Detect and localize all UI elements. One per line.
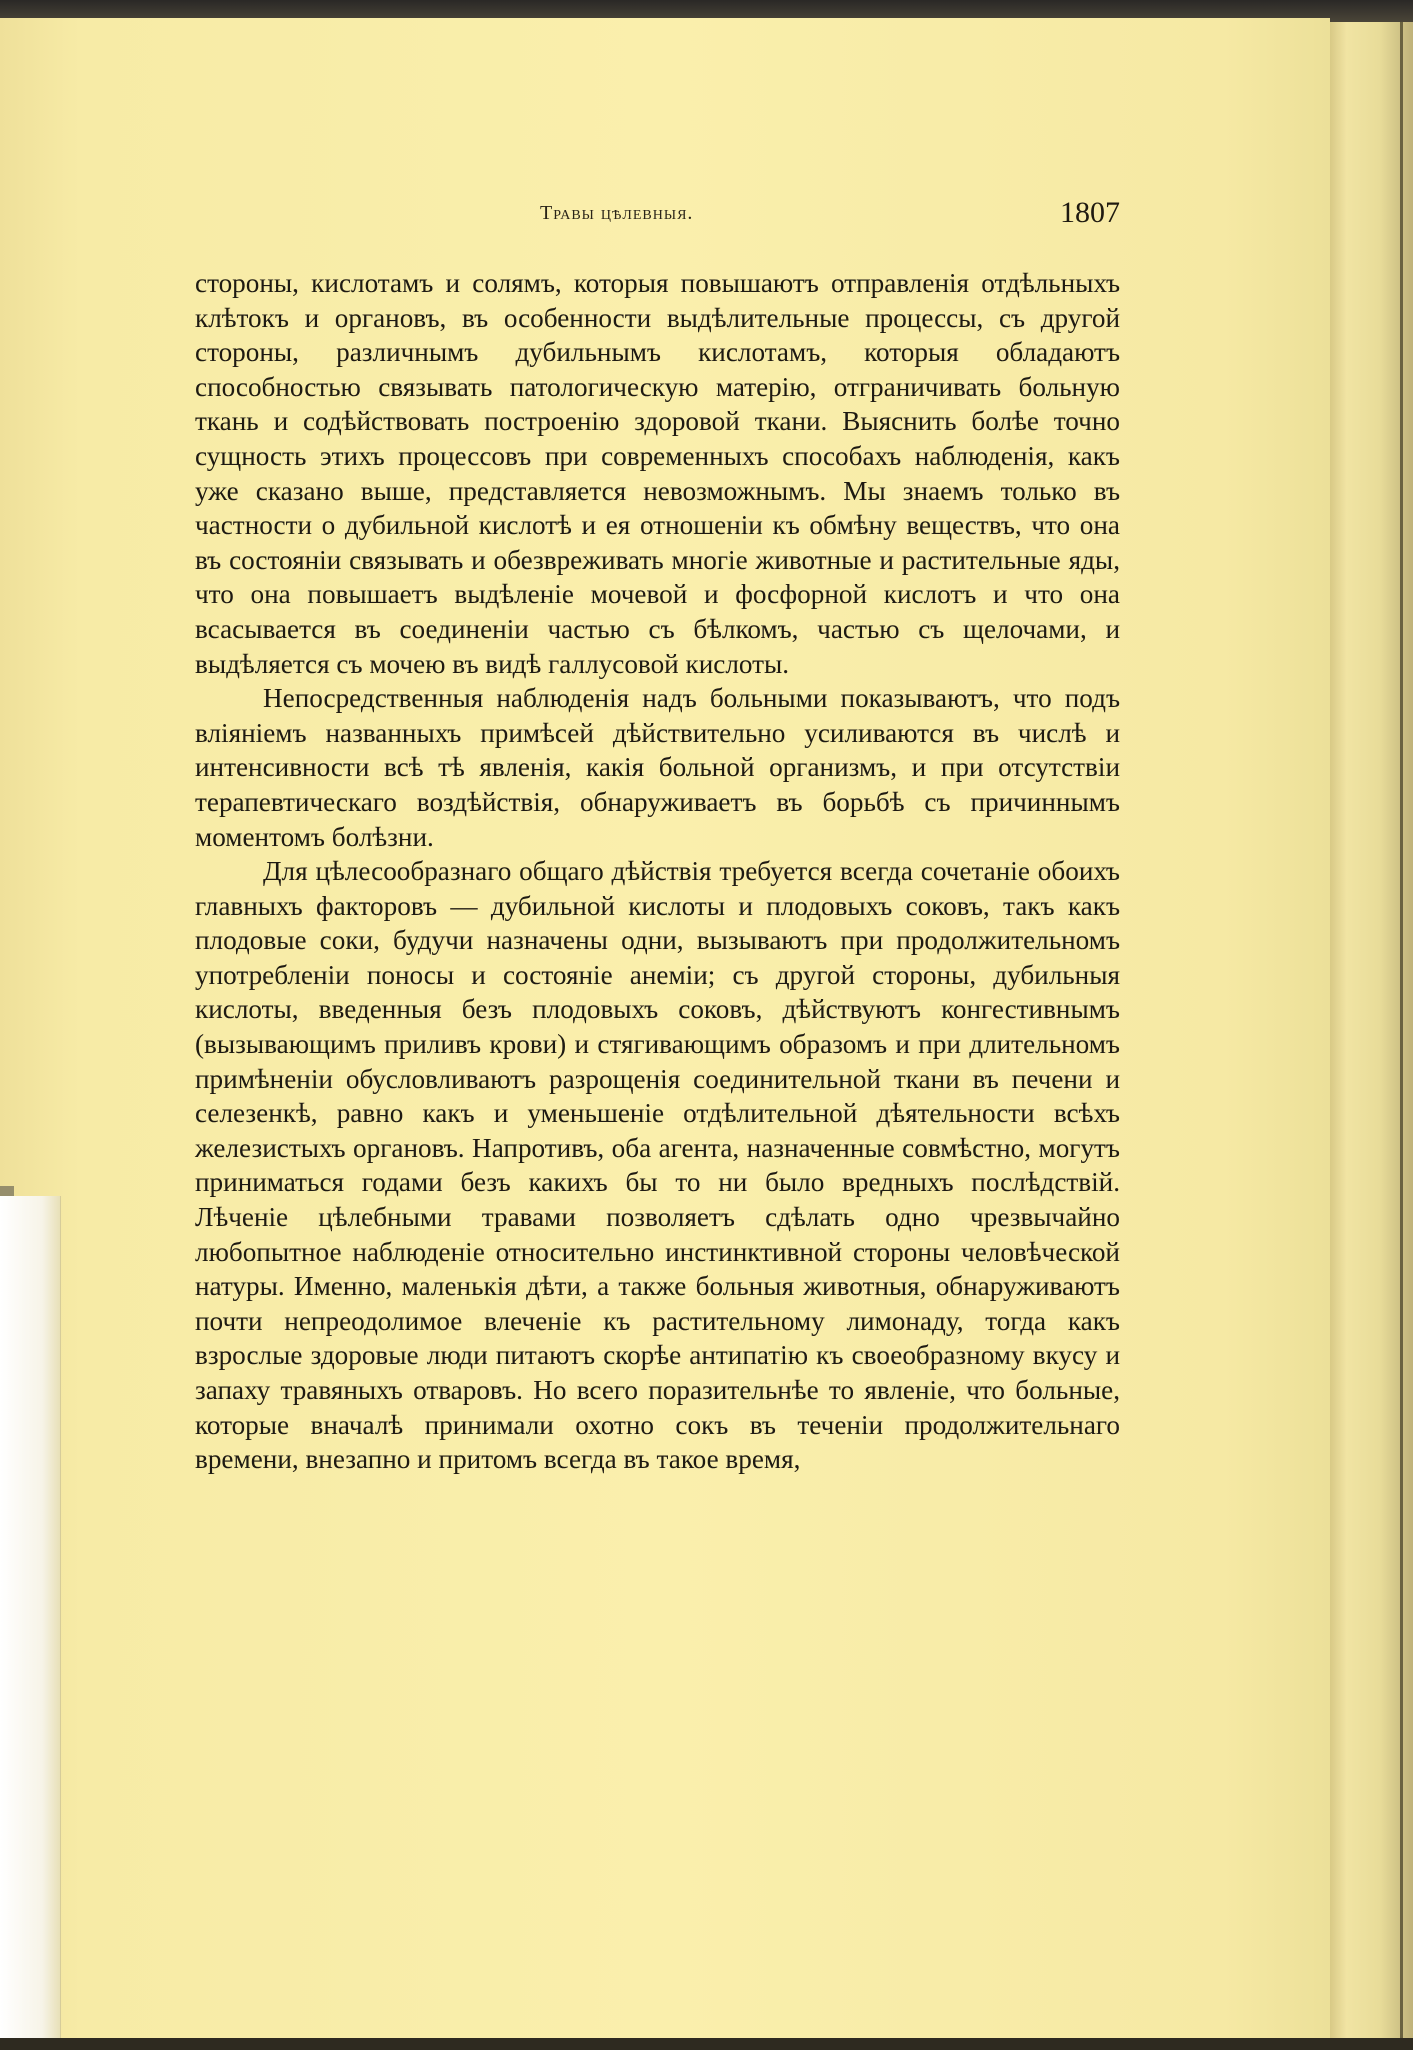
- paper-strip: [0, 1196, 61, 2050]
- running-head: [195, 196, 1120, 236]
- scan-bottom-border: [0, 2038, 1413, 2050]
- paragraph-3: Для цѣлесообразнаго общаго дѣйствія требуется всегда сочетаніе обоихъ главныхъ факторовъ — дубильной кислоты и плодовыхъ соковъ, такъ какъ плодовые соки, будучи назначены одни, вызываютъ при продолжительномъ употребленіи поносы и состояніе анеміи; съ другой стороны, дубильныя кислоты, введенныя безъ плодовыхъ соковъ, дѣйствуютъ конгестивнымъ (вызывающимъ приливъ крови) и стягивающимъ образомъ и при длительномъ примѣненіи обусловливаютъ разрощенія соединительной ткани въ печени и селезенкѣ, равно какъ и уменьшеніе отдѣлительной дѣятельности всѣхъ железистыхъ органовъ. Напротивъ, оба агента, назначенные совмѣстно, могутъ приниматься годами безъ какихъ бы то ни было вредныхъ послѣдствій. Лѣченіе цѣлебными травами позволяетъ сдѣлать одно чрезвычайно любопытное наблюденіе относительно инстинктивной стороны человѣческой натуры. Именно, маленькія дѣти, а также больныя животныя, обнаруживаютъ почти непреодолимое влеченіе къ растительному лимонаду, тогда какъ взрослые здоровые люди питаютъ скорѣе антипатію къ своеобразному вкусу и запаху травяныхъ отваровъ. Но всего поразительнѣе то явленіе, что больные, которые вначалѣ принимали охотно сокъ въ теченіи продолжительнаго времени, внезапно и притомъ всегда въ такое время,: [195, 856, 1120, 1475]
- running-title: Травы цѣлевныя.: [540, 202, 694, 224]
- body-text: [195, 266, 1120, 1477]
- page-right-edge: [1330, 22, 1413, 2050]
- paragraph-2: Непосредственныя наблюденія надъ больными показываютъ, что подъ вліяніемъ названныхъ примѣсей дѣйствительно усиливаются въ числѣ и интенсивности всѣ тѣ явленія, какія больной организмъ, и при отсутствіи терапевтическаго воздѣйствія, обнаруживаетъ въ борьбѣ съ причиннымъ моментомъ болѣзни.: [195, 683, 1120, 852]
- page-number: 1807: [1060, 196, 1120, 229]
- paragraph-1: стороны, кислотамъ и солямъ, которыя повышаютъ отправленія отдѣльныхъ клѣтокъ и органовъ, въ особенности выдѣлительные процессы, съ другой стороны, различнымъ дубильнымъ кислотамъ, которыя обладаютъ способностью связывать патологическую матерію, отграничивать больную ткань и содѣйствовать построенію здоровой ткани. Выяснить болѣе точно сущность этихъ процессовъ при современныхъ способахъ наблюденія, какъ уже сказано выше, представляется невозможнымъ. Мы знаемъ только въ частности о дубильной кислотѣ и ея отношеніи къ обмѣну веществъ, что она въ состояніи связывать и обезвреживать многіе животные и растительные яды, что она повышаетъ выдѣленіе мочевой и фосфорной кислотъ и что она всасывается въ соединеніи частью съ бѣлкомъ, частью съ щелочами, и выдѣляется съ мочею въ видѣ галлусовой кислоты.: [195, 268, 1120, 679]
